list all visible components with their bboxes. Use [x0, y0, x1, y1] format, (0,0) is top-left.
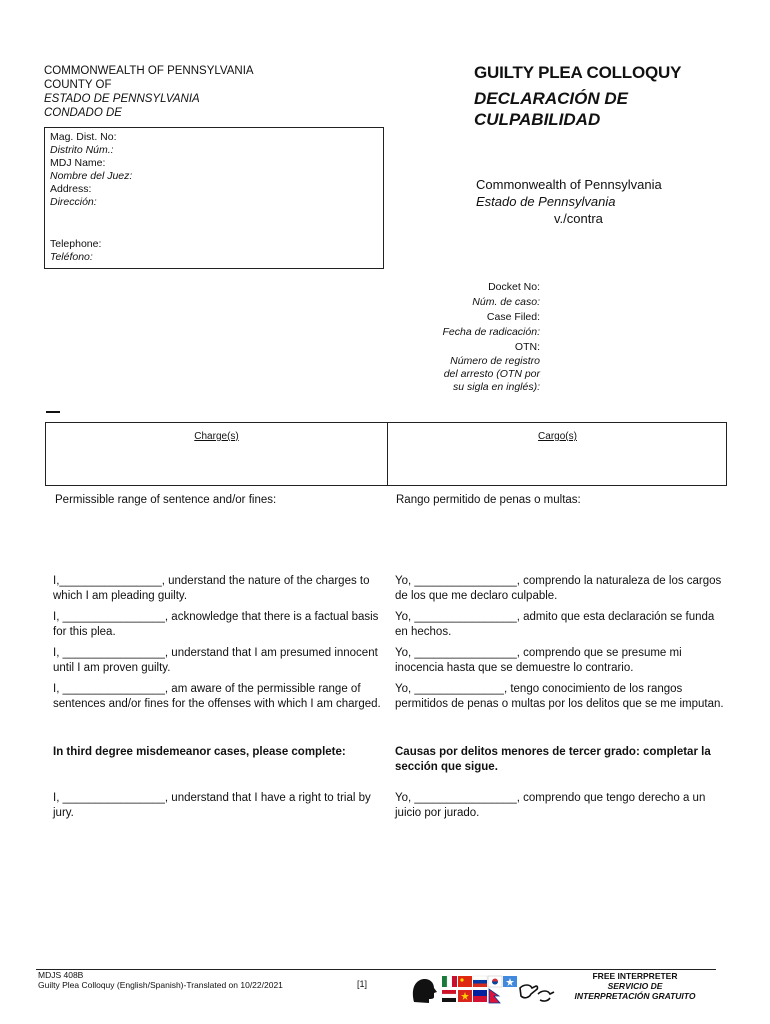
docket-no-label-es: Núm. de caso:	[472, 296, 540, 308]
free-interpreter-notice	[560, 971, 710, 1001]
court-info-box	[44, 127, 384, 269]
statement-1-en: I,________________, understand the nature of the charges to which I am pleading guilty.	[53, 575, 370, 602]
jury-statement-es: Yo, ________________, comprendo que tengo derecho a un juicio por jurado.	[395, 792, 706, 819]
caption-versus: v./contra	[554, 211, 603, 226]
form-footer	[38, 970, 283, 990]
telephone-label: Telephone:	[50, 238, 102, 250]
speaking-head-icon	[413, 979, 437, 1003]
form-title	[474, 62, 681, 130]
flag-korea-icon	[488, 976, 502, 987]
statement-2-es: Yo, ________________, admito que esta declaración se funda en hechos.	[395, 611, 715, 638]
case-filed-label-es: Fecha de radicación:	[442, 326, 540, 338]
case-caption	[476, 176, 676, 227]
docket-no-label: Docket No:	[488, 281, 540, 293]
charges-table	[45, 422, 727, 486]
title-en: GUILTY PLEA COLLOQUY	[474, 63, 682, 82]
commonwealth-label: COMMONWEALTH OF PENNSYLVANIA	[44, 65, 254, 77]
caption-es: Estado de Pennsylvania	[476, 194, 616, 209]
jury-statement-en: I, ________________, understand that I have a right to trial by jury.	[53, 792, 371, 819]
caption-en: Commonwealth of Pennsylvania	[476, 177, 662, 192]
mag-dist-label: Mag. Dist. No:	[50, 131, 117, 143]
mag-dist-label-es: Distrito Núm.:	[50, 144, 114, 156]
otn-label-es-1: Número de registro	[450, 355, 540, 367]
docket-info	[380, 280, 540, 394]
otn-label: OTN:	[514, 341, 540, 353]
address-label-es: Dirección:	[50, 196, 97, 208]
charges-header: Charge(s)	[194, 431, 239, 442]
flag-somalia-icon	[503, 976, 517, 987]
flag-vietnam-icon	[458, 990, 472, 1002]
case-filed-label: Case Filed:	[486, 311, 540, 323]
statement-1-es: Yo, ________________, comprendo la naturaleza de los cargos de los que me declaro culpable.	[395, 575, 722, 602]
statement-4-es: Yo, ______________, tengo conocimiento de los rangos permitidos de penas o multas por los delitos que se me imputan.	[395, 683, 724, 710]
title-es-line2: CULPABILIDAD	[474, 110, 601, 129]
interpreter-flags-logo	[410, 972, 560, 1006]
interpreter-label-es-1: SERVICIO DE	[607, 981, 663, 991]
free-interpreter-label: FREE INTERPRETER	[592, 971, 678, 981]
county-label-es: CONDADO DE	[44, 107, 122, 119]
court-header	[44, 64, 254, 120]
sign-language-icon	[520, 985, 538, 998]
address-label: Address:	[50, 183, 92, 195]
interpreter-label-es-2: INTERPRETACIÓN GRATUITO	[574, 991, 696, 1001]
telephone-label-es: Teléfono:	[50, 251, 93, 263]
otn-label-es-2: del arresto (OTN por	[443, 368, 540, 380]
title-es-line1: DECLARACIÓN DE	[474, 89, 628, 108]
flag-china-icon	[458, 976, 472, 987]
statement-3-en: I, ________________, understand that I am presumed innocent until I am proven guilty.	[53, 647, 378, 674]
form-description: Guilty Plea Colloquy (English/Spanish)-Translated on 10/22/2021	[38, 980, 283, 990]
otn-label-es-3: su sigla en inglés):	[453, 381, 540, 393]
page-number: [1]	[357, 979, 368, 989]
form-number: MDJS 408B	[38, 970, 84, 980]
commonwealth-label-es: ESTADO DE PENNSYLVANIA	[44, 93, 200, 105]
flag-egypt-icon	[442, 990, 456, 1002]
county-label: COUNTY OF	[44, 79, 112, 91]
cargos-header: Cargo(s)	[538, 431, 577, 442]
flag-russia-icon	[473, 976, 487, 987]
statement-2-en: I, ________________, acknowledge that there is a factual basis for this plea.	[53, 611, 379, 638]
flag-mexico-icon	[442, 976, 457, 987]
misdemeanor-heading-en: In third degree misdemeanor cases, please complete:	[53, 746, 346, 758]
flag-haiti-icon	[473, 990, 487, 1002]
mdj-name-label-es: Nombre del Juez:	[50, 170, 133, 182]
sentence-range-label-es: Rango permitido de penas o multas:	[396, 494, 581, 506]
statement-4-en: I, ________________, am aware of the permissible range of sentences and/or fines for the offenses with which I am charged.	[53, 683, 381, 710]
mdj-name-label: MDJ Name:	[50, 157, 106, 169]
section-dash	[46, 411, 60, 413]
statement-3-es: Yo, ________________, comprendo que se presume mi inocencia hasta que se demuestre lo contrario.	[395, 647, 682, 674]
flag-nepal-icon	[489, 989, 500, 1003]
sentence-range-label: Permissible range of sentence and/or fines:	[55, 494, 277, 506]
misdemeanor-heading-es: Causas por delitos menores de tercer grado: completar la sección que sigue.	[395, 746, 711, 773]
